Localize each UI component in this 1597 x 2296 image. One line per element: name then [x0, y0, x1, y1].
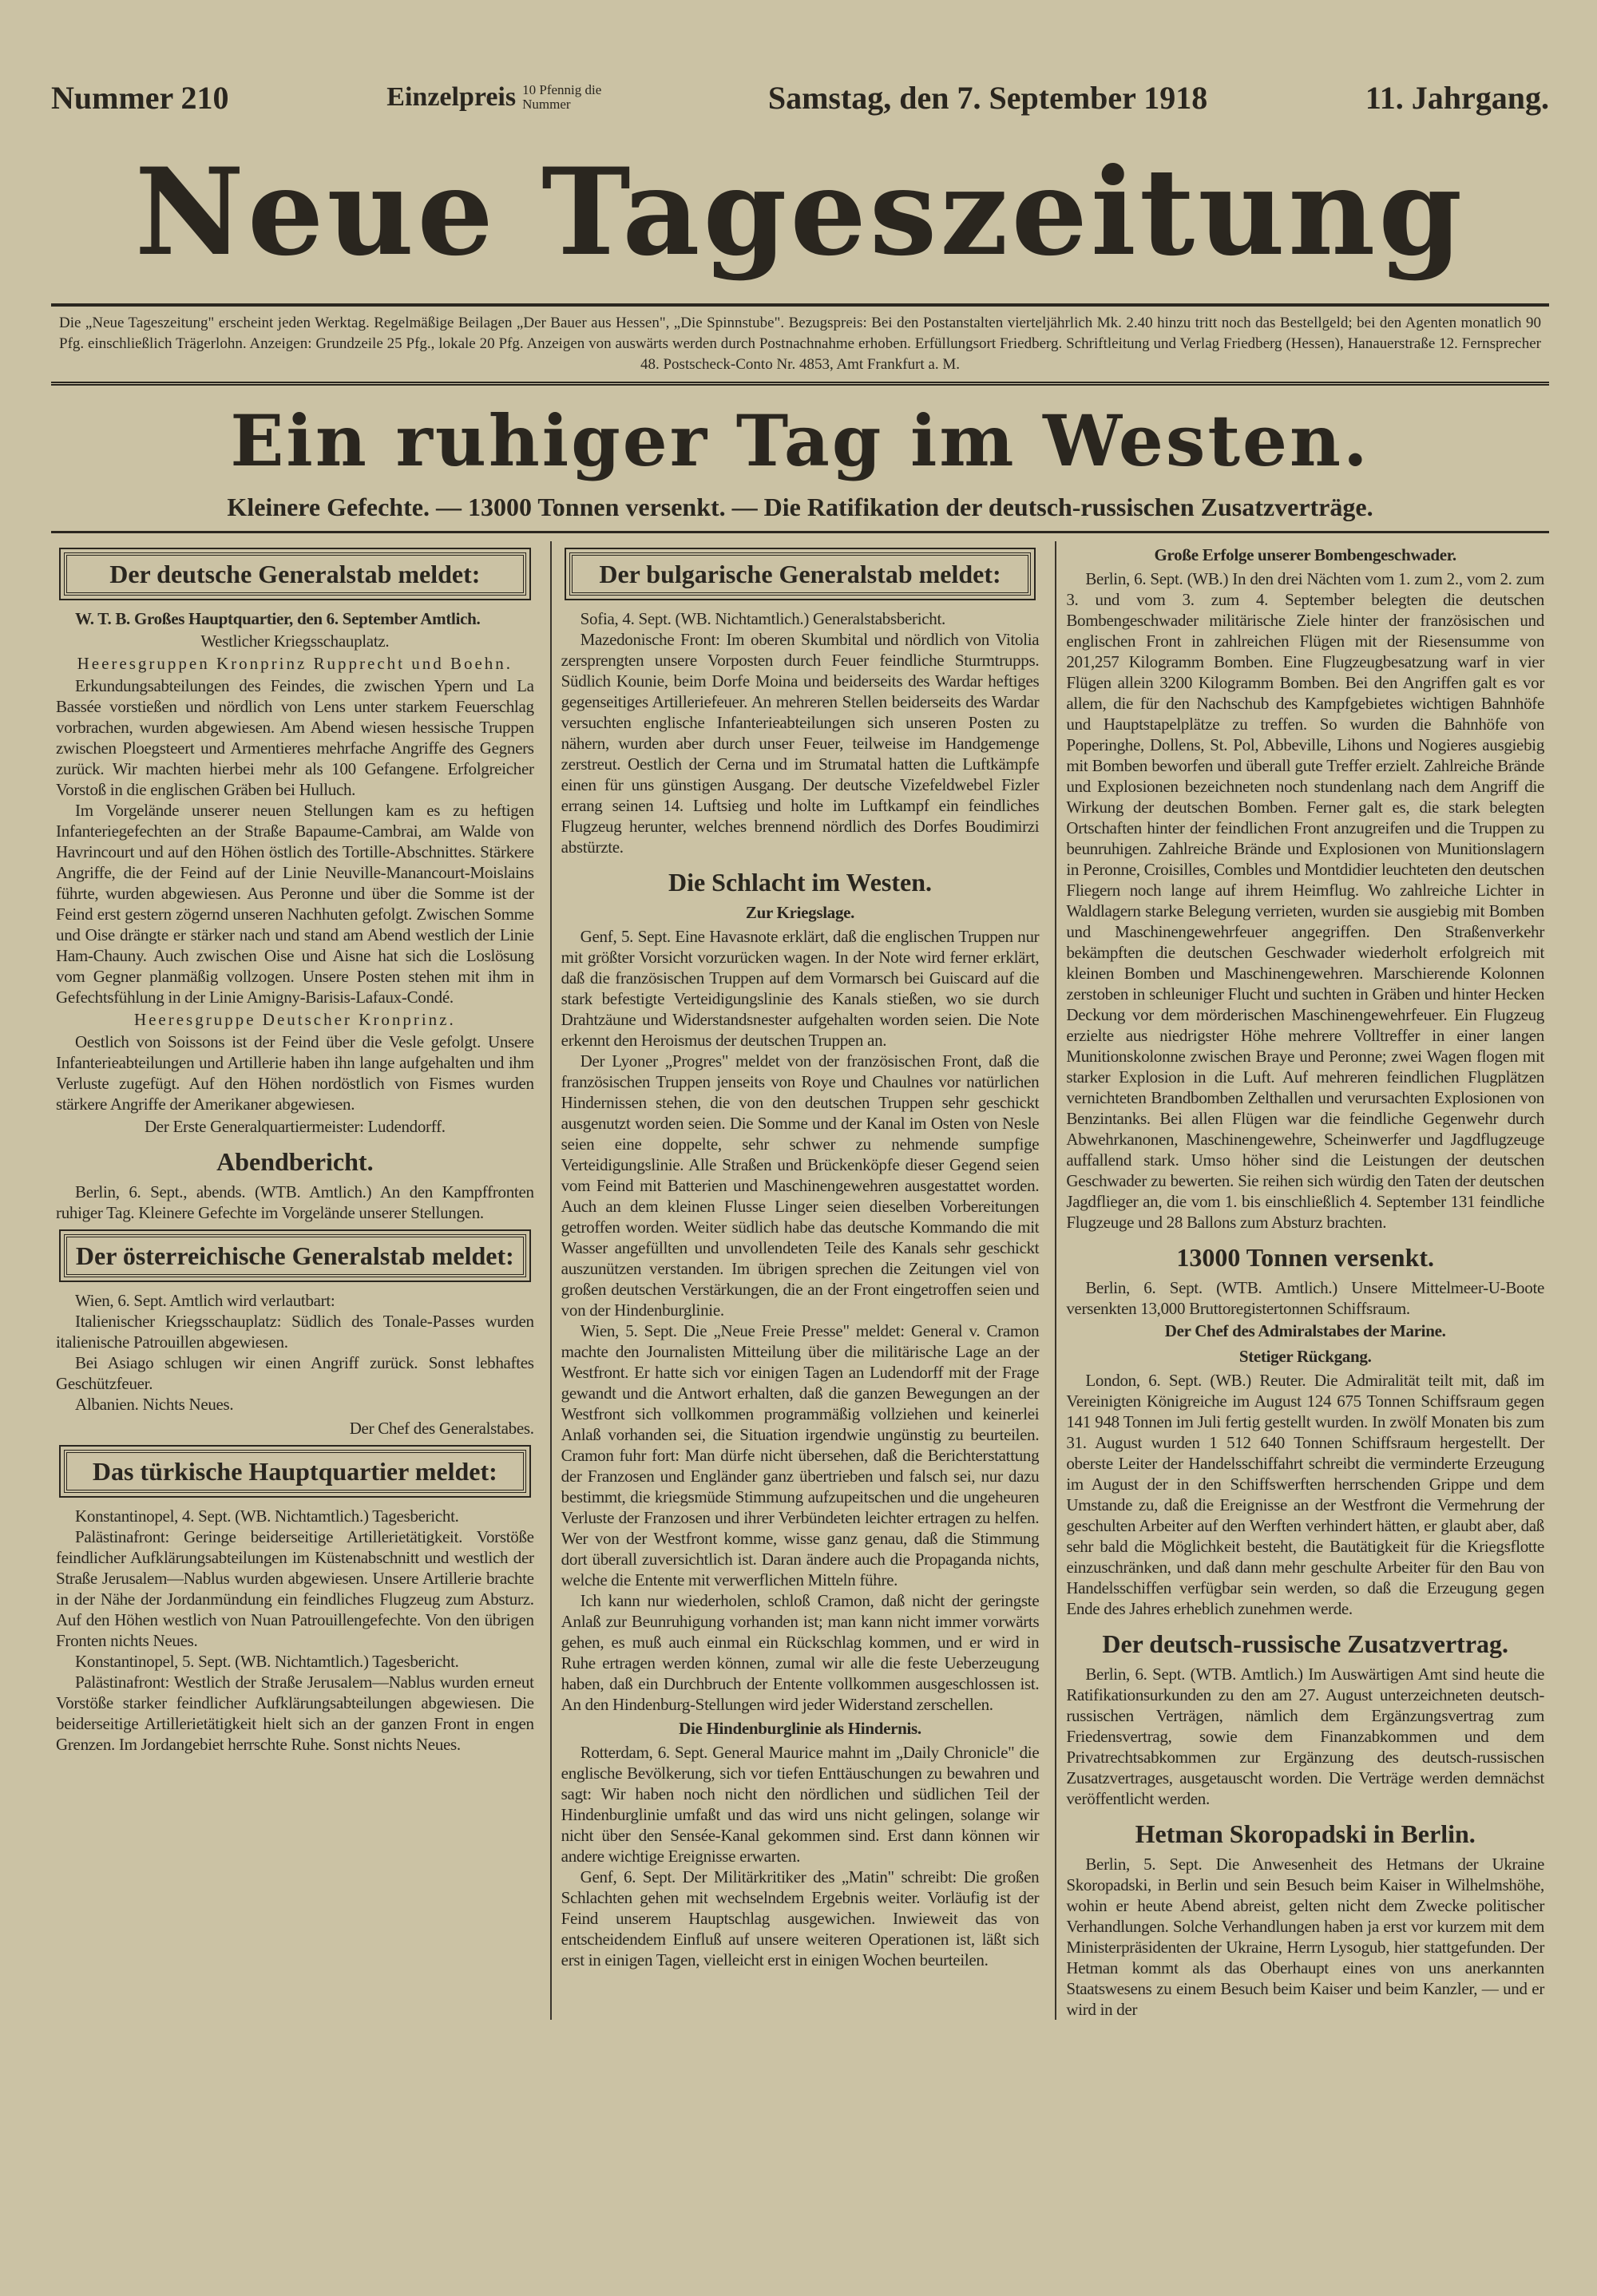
- single-price: [386, 82, 610, 113]
- price-label: Einzelpreis: [386, 82, 517, 112]
- paragraph: Berlin, 6. Sept. (WB.) In den drei Nächten vom 1. zum 2., vom 2. zum 3. und vom 3. zum 4. September belegten die deutschen Bombengeschwader militärische Ziele hinter der französischen und englischen Front in zahlreichen Flügen mit der Riesensumme von 201,257 Kilogramm Bomben. Eine Flugzeugbesatzung warf in vier Flügen allein 3200 Kilogramm Bomben. Bei den Angriffen galt es vor allem, die für den Nachschub des Kampfgebietes wichtigen Bahnhöfe und Hauptstapelplätze zu treffen. So wurden die Bahnhöfe von Poperinghe, Dollens, St. Pol, Abbeville, Lihons und Nogieres ausgiebig mit Bomben beworfen und überall gute Treffer erzielt. Zahlreiche Brände und Explosionen bezeichneten noch stundenlang nach dem Angriff die Wirkung der deutschen Bomben. Ferner galt es, die stark belegten Ortschaften hinter der feindlichen Front anzugreifen und die Truppen zu beunruhigen. Zahlreiche Brände und Explosionen von Munitionslagern in Peronne, Croisilles, Combles und Montdidier leuchteten den deutschen Fliegern noch lange auf ihrem Heimflug. Wo zahlreiche Lichter in Waldlagern starke Belegung verrieten, wurden sie ausgiebig mit Bomben und Maschinengewehrfeuer angegriffen. Den Straßenverkehr bekämpften die deutschen Geschwader wiederholt erfolgreich mit kleinen Bomben und Maschinengewehren. Marschierende Kolonnen zerstoben in schleuniger Flucht und suchten in Gräben und hinter Hecken Deckung vor dem mörderischen Maschinengewehrfeuer. Ein Flugzeug erzielte aus niedrigster Höhe mehrere Volltreffer in einer langen Munitionskolonne zwischen Braye und Peronne; zwei Wagen flogen mit starker Explosion in die Luft. Auf mehreren feindlichen Flugplätzen vernichteten Brandbomben Zelthallen und verursachten Explosionen von Benzintanks. Bei allen Flügen war die feindliche Gegenwehr durch Abwehrkanonen, Maschinengewehre, Scheinwerfer und Jagdflugzeuge auffallend stark. Umso höher sind die Leistungen der deutschen Geschwader zu bewerten. Sie reihen sich würdig den Taten der deutschen Jagdflieger an, die vom 1. bis einschließlich 4. September 131 feindliche Flugzeuge und 28 Ballons zum Absturz brachten.: [1066, 569, 1545, 1232]
- column-1: [51, 541, 539, 2020]
- sub-headline: Kleinere Gefechte. — 13000 Tonnen versenkt. — Die Ratifikation der deutsch-russischen Zusatzverträge.: [227, 493, 1373, 521]
- paragraph: W. T. B. Großes Hauptquartier, den 6. September Amtlich.: [75, 609, 481, 628]
- issue-number: Nummer 210: [51, 79, 229, 116]
- signature: Der Chef des Generalstabes.: [349, 1419, 534, 1438]
- masthead-top-line: [51, 73, 1549, 121]
- price-value: 10 Pfennig die Nummer: [522, 82, 602, 112]
- paragraph: Der Lyoner „Progres" meldet von der französischen Front, daß die französischen Truppen jenseits von Roye und Chaulnes vor natürlichen Hindernissen stehen, die von den deutschen Truppen sehr geschickt ausgenutzt worden seien. Die Somme und der Kanal im Osten von Nesle seien eine doppelte, sehr schwer zu nehmende sumpfige Verteidigungslinie. Alle Straßen und Brückenköpfe dieser Gegend seien vom Feind mit Batterien und Maschinengewehren ausgestattet worden. Auch an dem kleinen Flusse Linger seien dieselben Vorbereitungen getroffen worden. Weiter südlich habe das deutsche Kommando die mit Wasser angefüllten und unvollendeten Teile des Kanals sehr geschickt auszunützen verstanden. Im übrigen sprechen die Zeitungen viel von großen deutschen Verstärkungen, die an der Front eingetroffen seien und von der Hindenburglinie.: [561, 1051, 1040, 1320]
- article-heading: Abendbericht.: [216, 1147, 374, 1176]
- paragraph: Erkundungsabteilungen des Feindes, die zwischen Ypern und La Bassée vorstießen und nördlich von Lens unter starkem Feuerschlag vorbrachen, wurden abgewiesen. Am Abend wiesen hessische Truppen zwischen Ploegsteert und Armentieres mehrfache Angriffe des Gegners zurück. Wir machten hierbei mehr als 100 Gefangene. Erfolgreicher Vorstoß in die englischen Gräben bei Hulluch.: [56, 676, 534, 799]
- section-box-heading: Der österreichische Generalstab meldet:: [64, 1234, 526, 1277]
- paragraph: Palästinafront: Geringe beiderseitige Artillerietätigkeit. Vorstöße feindlicher Aufklärungsabteilungen im Küstenabschnitt und westlich der Straße Jerusalem—Nablus wurden abgewiesen. Unsere Artillerie brachte in der Nähe der Jordanmündung ein feindliches Flugzeug zum Absturz. Auf den Höhen westlich von Nuan Patrouillengefechte. Von den übrigen Fronten nichts Neues.: [56, 1527, 534, 1650]
- paragraph: Im Vorgelände unserer neuen Stellungen kam es zu heftigen Infanteriegefechten an der Straße Bapaume-Cambrai, am Walde von Havrincourt und auf den Höhen östlich des Tortille-Abschnittes. Stärkere Angriffe, die der Feind auf der Linie Neuville-Manancourt-Moislains führte, wurden abgewiesen. Aus Peronne und über die Somme ist der Feind erst gestern zögernd unseren Nachhuten gefolgt. Zwischen Somme und Oise drängte er stärker nach und stand am Abend westlich der Linie Ham-Chauny. Auch zwischen Oise und Aisne hat sich die Loslösung vom Gegner planmäßig vollzogen. Unsere Posten stehen mit ihm in Gefechtsfühlung in der Linie Amigny-Barisis-Lafaux-Condé.: [56, 801, 534, 1007]
- article-subheading: Die Hindenburglinie als Hindernis.: [679, 1719, 921, 1738]
- paragraph: Palästinafront: Westlich der Straße Jerusalem—Nablus wurden erneut Vorstöße starker feindlicher Aufklärungsabteilungen abgewiesen. Die beiderseitige Artillerietätigkeit hielt sich an der ganzen Front in engen Grenzen. Im Jordangebiet herrschte Ruhe. Sonst nichts Neues.: [56, 1673, 534, 1754]
- article-columns: [51, 541, 1549, 2020]
- paragraph: Oestlich von Soissons ist der Feind über die Vesle gefolgt. Unsere Infanterieabteilungen und Artillerie haben ihn lange aufgehalten und ihm Verluste zugefügt. Auf den Höhen nordöstlich von Fismes wurden stärkere Angriffe der Amerikaner abgewiesen.: [56, 1032, 534, 1114]
- signature: Der Chef des Admiralstabes der Marine.: [1164, 1321, 1446, 1340]
- main-headline: Ein ruhiger Tag im Westen.: [230, 399, 1370, 482]
- paragraph: Albanien. Nichts Neues.: [75, 1395, 234, 1414]
- paragraph: Sofia, 4. Sept. (WB. Nichtamtlich.) Generalstabsbericht.: [580, 609, 945, 628]
- section-label: Heeresgruppen Kronprinz Rupprecht und Boehn.: [77, 654, 513, 673]
- article-subheading: Zur Kriegslage.: [745, 903, 855, 922]
- centered-line: Westlicher Kriegsschauplatz.: [200, 631, 390, 651]
- article-subheading: Große Erfolge unserer Bombengeschwader.: [1154, 545, 1456, 564]
- paragraph: Berlin, 6. Sept. (WTB. Amtlich.) Im Auswärtigen Amt sind heute die Ratifikationsurkunden zu den am 27. August unterzeichneten deutsch-russischen Verträgen, nämlich dem Ergänzungsvertrag zum Friedensvertrag, sowie dem Finanzabkommen und dem Privatrechtsabkommen zur Ergänzung des deutsch-russischen Zusatzvertrages, ausgetauscht worden. Die Verträge werden demnächst veröffentlicht werden.: [1066, 1665, 1545, 1808]
- paragraph: Berlin, 6. Sept. (WTB. Amtlich.) Unsere Mittelmeer-U-Boote versenkten 13,000 Bruttoregistertonnen Schiffsraum.: [1066, 1278, 1545, 1318]
- paragraph: Genf, 5. Sept. Eine Havasnote erklärt, daß die englischen Truppen nur mit größter Vorsicht vorzurücken wagen. In der Note wird ferner erklärt, daß die französischen Truppen auf dem Vormarsch bei Guiscard auf die stark befestigte Verteidigungslinie des Kanals stießen, wo sie durch Drahtzäune und Widerstandsnester aufgehalten worden seien. Die Note erkennt den Heroismus der deutschen Truppen an.: [561, 927, 1040, 1050]
- divider: [51, 531, 1549, 533]
- paragraph: Berlin, 6. Sept., abends. (WTB. Amtlich.) An den Kampffronten ruhiger Tag. Kleinere Gefechte im Vorgelände unserer Stellungen.: [56, 1182, 534, 1222]
- section-label: Heeresgruppe Deutscher Kronprinz.: [133, 1010, 456, 1029]
- section-box-heading: Der bulgarische Generalstab meldet:: [569, 552, 1032, 596]
- paragraph: Wien, 6. Sept. Amtlich wird verlautbart:: [75, 1291, 335, 1310]
- paragraph: Bei Asiago schlugen wir einen Angriff zurück. Sonst lebhaftes Geschützfeuer.: [56, 1353, 534, 1393]
- paragraph: Mazedonische Front: Im oberen Skumbital und nördlich von Vitolia zersprengten unsere Vorposten durch Feuer feindliche Sturmtrupps. Südlich Kounie, beim Dorfe Moina und beiderseits des Wardar heftiges gegenseitiges Artilleriefeuer. An mehreren Stellen beiderseits des Wardar versuchten englische Infanterieabteilungen sich unseren Posten zu nähern, wurden aber durch unser Feuer, teilweise im Handgemenge zerstreut. Oestlich der Cerna und im Strumatal hatten die Luftkämpfe einen für uns günstigen Ausgang. Der deutsche Vizefeldwebel Fizler errang seinen 14. Luftsieg und holte im Luftkampf ein feindliches Flugzeug herunter, welches brennend nördlich des Dorfes Boudimirzi abstürzte.: [561, 630, 1040, 857]
- article-subheading: Stetiger Rückgang.: [1238, 1347, 1372, 1366]
- paragraph: Wien, 5. Sept. Die „Neue Freie Presse" meldet: General v. Cramon machte den Journalisten Mitteilung über die militärische Lage an der Westfront. Er hatte sich vor einigen Tagen an Ludendorff mit der Frage gewandt und die Antwort erhalten, daß die ganzen Bewegungen an der Westfront sich vollkommen programmäßig vollziehen und keinerlei Anlaß vorhanden sei, die Situation irgendwie ungünstig zu beurteilen. Cramon fuhr fort: Man dürfe nicht übersehen, daß die Berichterstattung der Franzosen und Engländer ganz übertrieben und falsch sei, nur dazu bestimmt, die kriegsmüde Stimmung aufzupeitschen und die ungeheuren Verluste der Franzosen und ihrer Verbündeten leichter ertragen zu helfen. Wer von der Westfront komme, wisse ganz genau, daß die Stimmung dort überall zuversichtlich ist. Daran ändere auch die Propaganda nichts, welche die Entente mit verwerflichen Mitteln führe.: [561, 1321, 1040, 1589]
- column-2: [550, 541, 1044, 2020]
- newspaper-title: Neue Tageszeitung: [134, 142, 1466, 283]
- column-3: [1055, 541, 1549, 2020]
- volume: 11. Jahrgang.: [1365, 79, 1549, 116]
- article-heading: Der deutsch-russische Zusatzvertrag.: [1102, 1629, 1509, 1658]
- paragraph: Genf, 6. Sept. Der Militärkritiker des „Matin" schreibt: Die großen Schlachten gehen mit wechselndem Ergebnis weiter. Vorläufig ist der Feind unserem Hauptschlag ausgewichen. Inwieweit das von entscheidendem Einfluß auf unsere weiteren Operationen ist, läßt sich erst in einigen Tagen, vielleicht erst in einigen Wochen beurteilen.: [561, 1867, 1040, 1969]
- section-box-heading: Das türkische Hauptquartier meldet:: [64, 1450, 526, 1493]
- article-heading: Die Schlacht im Westen.: [668, 868, 933, 897]
- publication-info: Die „Neue Tageszeitung" erscheint jeden Werktag. Regelmäßige Beilagen „Der Bauer aus Hessen", „Die Spinnstube". Bezugspreis: Bei den Postanstalten vierteljährlich Mk. 2.40 hinzu tritt noch das Bestellgeld; bei den Agenten monatlich 90 Pfg. einschließlich Trägerlohn. Anzeigen: Grundzeile 25 Pfg., lokale 20 Pfg. Anzeigen von auswärts werden durch Postnachnahme erhoben. Erfüllungsort Friedberg. Schriftleitung und Verlag Friedberg (Hessen), Hanauerstraße 12. Fernsprecher 48. Postscheck-Conto Nr. 4853, Amt Frankfurt a. M.: [51, 303, 1549, 386]
- paragraph: London, 6. Sept. (WB.) Reuter. Die Admiralität teilt mit, daß im Vereinigten Königreiche im August 124 675 Tonnen Schiffsraum gegen 141 948 Tonnen im Juli fertig gestellt wurden. In zwölf Monaten bis zum 31. August wurden 1 512 640 Tonnen Schiffsraum hergestellt. Der oberste Leiter der Handelsschiffahrt schreibt die verminderte Erzeugung im August der in den Schiffswerften herrschenden Grippe und dem Umstande zu, daß die Ereignisse an der Westfront die Vermehrung der geschulten Arbeiter auf den Werften verhindert hätten, er glaubt aber, daß sehr bald die Möglichkeit besteht, die Bautätigkeit für die Kriegsflotte einzuschränken, und daß dann mehr geschulte Arbeiter für den Bau von Handelsschiffen verfügbar sein werden, so daß die Erzeugung gegen Ende des Jahres erheblich zunehmen werde.: [1066, 1371, 1545, 1618]
- paragraph: Konstantinopel, 5. Sept. (WB. Nichtamtlich.) Tagesbericht.: [75, 1652, 459, 1671]
- paragraph: Konstantinopel, 4. Sept. (WB. Nichtamtlich.) Tagesbericht.: [75, 1506, 459, 1526]
- centered-line: Der Erste Generalquartiermeister: Ludendorff.: [144, 1117, 446, 1136]
- paragraph: Berlin, 5. Sept. Die Anwesenheit des Hetmans der Ukraine Skoropadski, in Berlin und sein Besuch beim Kaiser in Wilhelmshöhe, wohin er heute Abend abreist, gelten nicht dem Zwecke politischer Verhandlungen. Solche Verhandlungen haben ja erst vor kurzem mit dem Ministerpräsidenten der Ukraine, Herrn Lysogub, hier stattgefunden. Der Hetman kommt als das Oberhaupt eines von uns anerkannten Staatswesens zu einem Besuch beim Kaiser und beim Kanzler, — und er wird in der: [1066, 1855, 1545, 2019]
- section-box-heading: Der deutsche Generalstab meldet:: [64, 552, 526, 596]
- paragraph: Ich kann nur wiederholen, schloß Cramon, daß nicht der geringste Anlaß zur Beunruhigung vorhanden ist; man kann nicht immer vorwärts gehen, es muß auch einmal ein Rückschlag kommen, und er wird in Ruhe ertragen werden können, zumal wir alle die feste Ueberzeugung haben, daß ein Durchbruch der Entente vollkommen ausgeschlossen ist. An den Hindenburg-Stellungen wird jeder Widerstand zerschellen.: [561, 1591, 1040, 1714]
- paragraph: Rotterdam, 6. Sept. General Maurice mahnt im „Daily Chronicle" die englische Bevölkerung, sich vor tiefen Enttäuschungen zu bewahren und sagt: Wir haben noch nicht den nördlichen und südlichen Teil der Hindenburglinie umfaßt und das wird uns nicht gelingen, solange wir nicht über den Sensée-Kanal gekommen sind. Erst dann können wir andere wichtige Ereignisse erwarten.: [561, 1743, 1040, 1866]
- issue-date: Samstag, den 7. September 1918: [767, 79, 1208, 116]
- paragraph: Italienischer Kriegsschauplatz: Südlich des Tonale-Passes wurden italienische Patrouillen abgewiesen.: [56, 1312, 534, 1352]
- article-heading: 13000 Tonnen versenkt.: [1176, 1243, 1435, 1272]
- article-heading: Hetman Skoropadski in Berlin.: [1135, 1819, 1476, 1848]
